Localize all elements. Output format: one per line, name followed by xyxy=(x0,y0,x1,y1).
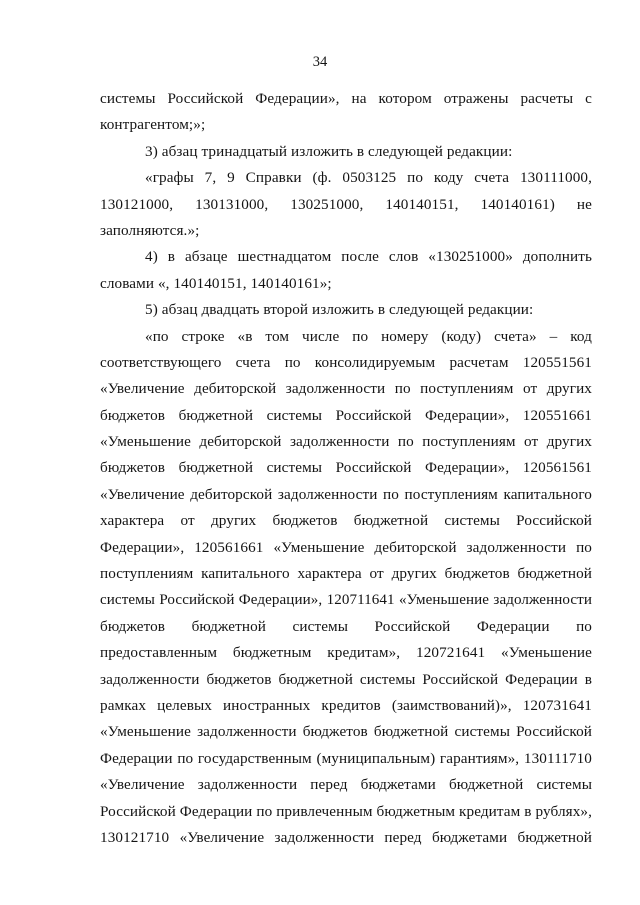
text-line: «Увеличение задолженности перед бюджетами бюджетной системы xyxy=(100,776,592,794)
text-line: «Уменьшение задолженности бюджетов бюджетной системы Российской xyxy=(100,723,592,741)
text-line: соответствующего счета по консолидируемым расчетам 120551561 xyxy=(100,353,592,371)
text-line: «Увеличение дебиторской задолженности по поступлениям капитального xyxy=(100,485,592,503)
page-number: 34 xyxy=(312,54,328,70)
text-line: «по строке «в том числе по номеру (коду) счета» – код xyxy=(145,327,592,345)
text-line: «Увеличение дебиторской задолженности по поступлениям от других xyxy=(100,380,592,398)
text-line: «графы 7, 9 Справки (ф. 0503125 по коду счета 130111000, xyxy=(145,169,592,187)
text-line: бюджетов бюджетной системы Российской Федерации», 120561561 xyxy=(100,459,592,477)
text-line: словами «, 140140151, 140140161»; xyxy=(100,274,332,292)
text-line: заполняются.»; xyxy=(100,221,200,239)
text-line: контрагентом;»; xyxy=(100,116,206,134)
text-line: предоставленным бюджетным кредитам», 120721641 «Уменьшение xyxy=(100,644,592,662)
text-line: поступлениям капитального характера от других бюджетов бюджетной xyxy=(100,565,592,583)
text-line: 3) абзац тринадцатый изложить в следующей редакции: xyxy=(145,142,513,160)
text-line: Федерации по государственным (муниципальным) гарантиям», 130111710 xyxy=(100,749,592,767)
text-line: 130121710 «Увеличение задолженности перед бюджетами бюджетной xyxy=(100,828,592,846)
text-line: рамках целевых иностранных кредитов (заимствований)», 120731641 xyxy=(100,696,592,714)
text-line: бюджетов бюджетной системы Российской Федерации по xyxy=(100,617,592,635)
text-line: 5) абзац двадцать второй изложить в следующей редакции: xyxy=(145,301,534,319)
text-line: 4) в абзаце шестнадцатом после слов «130251000» дополнить xyxy=(145,248,592,266)
text-line: 130121000, 130131000, 130251000, 140140151, 140140161) не xyxy=(100,195,592,213)
text-line: системы Российской Федерации», 120711641 «Уменьшение задолженности xyxy=(100,592,592,609)
text-line: Федерации», 120561661 «Уменьшение дебиторской задолженности по xyxy=(100,538,592,556)
document-body xyxy=(100,86,592,851)
text-line: бюджетов бюджетной системы Российской Федерации», 120551661 xyxy=(100,406,592,424)
text-line: характера от других бюджетов бюджетной системы Российской xyxy=(100,512,592,530)
text-line: «Уменьшение дебиторской задолженности по поступлениям от других xyxy=(100,433,592,451)
text-line: задолженности бюджетов бюджетной системы Российской Федерации в xyxy=(100,670,592,688)
text-line: системы Российской Федерации», на котором отражены расчеты с xyxy=(100,90,592,107)
text-line: Российской Федерации по привлеченным бюджетным кредитам в рублях», xyxy=(100,802,592,820)
